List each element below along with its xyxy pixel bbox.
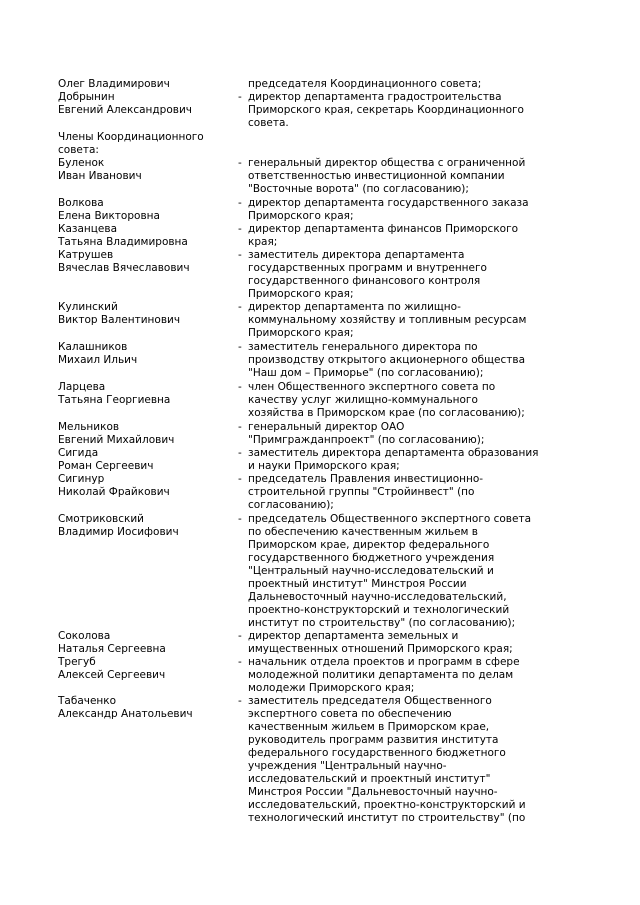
member-position-line: исследовательский, проектно-конструкторский и	[248, 799, 526, 811]
member-name-line: Табаченко	[58, 695, 117, 707]
member-position-line: государственного финансового контроля	[248, 275, 481, 287]
member-position	[248, 341, 548, 380]
member-position-line: хозяйства в Приморском крае (по согласованию);	[248, 407, 525, 419]
member-position-line: качественным жильем в Приморском крае,	[248, 721, 490, 733]
member-position-line: и науки Приморского края;	[248, 460, 400, 472]
member-name-line: Алексей Сергеевич	[58, 669, 166, 681]
member-position-line: производству открытого акционерного общества	[248, 354, 526, 366]
member-name	[58, 381, 238, 407]
heading-line: совета:	[58, 144, 99, 156]
member-name-line: Калашников	[58, 341, 128, 353]
member-name-line: Наталья Сергеевна	[58, 643, 166, 655]
member-position-line: учреждения "Центральный научно-	[248, 760, 447, 772]
member-position-line: технологический институт по строительству" (по	[248, 812, 526, 824]
member-name-line: Мельников	[58, 421, 120, 433]
member-position-line: строительной группы "Стройинвест" (по	[248, 486, 475, 498]
member-position-line: экспертного совета по обеспечению	[248, 708, 452, 720]
dash-separator: -	[238, 447, 242, 459]
dash-separator: -	[238, 223, 242, 235]
member-name-line: Николай Фрайкович	[58, 486, 170, 498]
member-position-line: Дальневосточный научно-исследовательский,	[248, 591, 507, 603]
member-position-line: председатель Общественного экспертного совета	[248, 513, 531, 525]
member-name-line: Олег Владимирович	[58, 78, 170, 90]
member-position-line: государственного бюджетного учреждения	[248, 552, 495, 564]
member-name	[58, 473, 238, 499]
member-position-line: молодежи Приморского края;	[248, 682, 415, 694]
member-position-line: Приморского края;	[248, 210, 354, 222]
member-position-line: заместитель директора департамента образования	[248, 447, 539, 459]
dash-separator: -	[238, 695, 242, 707]
member-name	[58, 223, 238, 249]
dash-separator: -	[238, 341, 242, 353]
member-name-line: Татьяна Владимировна	[58, 236, 188, 248]
member-name	[58, 91, 238, 117]
member-position-line: заместитель генерального директора по	[248, 341, 478, 353]
member-name	[58, 78, 238, 91]
member-position-line: государственных программ и внутреннего	[248, 262, 487, 274]
dash-separator: -	[238, 381, 242, 393]
member-position-line: директор департамента финансов Приморского	[248, 223, 519, 235]
dash-separator	[238, 78, 248, 91]
member-position-line: "Восточные ворота" (по согласованию);	[248, 183, 469, 195]
member-position	[248, 473, 548, 512]
member-position-line: институт по строительству" (по согласованию);	[248, 617, 516, 629]
member-position-line: ответственностью инвестиционной компании	[248, 170, 505, 182]
member-name-line: Михаил Ильич	[58, 354, 138, 366]
member-position	[248, 157, 548, 196]
dash-separator: -	[238, 157, 242, 169]
member-position-line: проектно-конструкторский и технологический	[248, 604, 510, 616]
member-position-line: "Примгражданпроект" (по согласованию);	[248, 434, 485, 446]
member-name-line: Владимир Иосифович	[58, 526, 179, 538]
member-name-line: Соколова	[58, 630, 111, 642]
member-name	[58, 341, 238, 367]
member-position-line: исследовательский и проектный институт"	[248, 773, 491, 785]
member-name-line: Татьяна Георгиевна	[58, 394, 171, 406]
heading-line: Члены Координационного	[58, 131, 204, 143]
member-position-line: руководитель программ развития института	[248, 734, 499, 746]
member-name-line: Вячеслав Вячеславович	[58, 262, 190, 274]
member-name	[58, 447, 238, 473]
dash-separator: -	[238, 421, 242, 433]
member-name-line: Смотриковский	[58, 513, 144, 525]
member-position-line: член Общественного экспертного совета по	[248, 381, 496, 393]
member-name	[58, 513, 238, 539]
member-position-line: имущественных отношений Приморского края;	[248, 643, 513, 655]
dash-separator: -	[238, 91, 242, 103]
dash-separator: -	[238, 301, 242, 313]
member-position-line: Приморского края;	[248, 327, 354, 339]
member-position	[248, 78, 548, 91]
member-position-line: коммунальному хозяйству и топливным ресурсам	[248, 314, 527, 326]
member-position-line: проектный институт" Минстроя России	[248, 578, 467, 590]
member-name	[58, 656, 238, 682]
member-position-line: согласованию);	[248, 499, 334, 511]
member-name-line: Кулинский	[58, 301, 118, 313]
member-position	[248, 656, 548, 695]
member-position-line: директор департамента градостроительства	[248, 91, 502, 103]
member-name-line: Трегуб	[58, 656, 96, 668]
member-name-line: Евгений Александрович	[58, 104, 192, 116]
dash-separator: -	[238, 473, 242, 485]
member-name-line: Катрушев	[58, 249, 114, 261]
dash-separator: -	[238, 249, 242, 261]
member-position-line: директор департамента по жилищно-	[248, 301, 461, 313]
member-name-line: Сигида	[58, 447, 99, 459]
member-position-line: генеральный директор общества с ограниченной	[248, 157, 526, 169]
member-name-line: Виктор Валентинович	[58, 314, 181, 326]
member-position	[248, 381, 548, 420]
member-position-line: по обеспечению качественным жильем в	[248, 526, 478, 538]
member-name	[58, 249, 238, 275]
member-name	[58, 197, 238, 223]
member-name	[58, 630, 238, 656]
member-name-line: Сигинур	[58, 473, 105, 485]
member-position-line: края;	[248, 236, 278, 248]
member-name-line: Волкова	[58, 197, 104, 209]
member-position-line: директор департамента земельных и	[248, 630, 459, 642]
member-position	[248, 301, 548, 340]
member-position-line: качеству услуг жилищно-коммунального	[248, 394, 478, 406]
member-position	[248, 513, 548, 630]
member-position-line: Приморском крае, директор федерального	[248, 539, 490, 551]
member-position-line: совета.	[248, 117, 289, 129]
member-position	[248, 223, 548, 249]
member-name-line: Елена Викторовна	[58, 210, 160, 222]
member-name	[58, 695, 238, 721]
member-position	[248, 421, 548, 447]
member-name	[58, 421, 238, 447]
member-position	[248, 91, 548, 130]
member-position-line: "Наш дом – Приморье" (по согласованию);	[248, 367, 484, 379]
member-position-line: заместитель председателя Общественного	[248, 695, 492, 707]
member-name	[58, 301, 238, 327]
council-members-heading	[58, 131, 204, 157]
member-position	[248, 197, 548, 223]
member-position-line: генеральный директор ОАО	[248, 421, 405, 433]
dash-separator: -	[238, 656, 242, 668]
member-name-line: Иван Иванович	[58, 170, 142, 182]
member-position-line: молодежной политики департамента по делам	[248, 669, 514, 681]
member-position	[248, 249, 548, 301]
member-name-line: Евгений Михайлович	[58, 434, 175, 446]
member-name-line: Ларцева	[58, 381, 106, 393]
dash-separator: -	[238, 513, 242, 525]
member-name-line: Добрынин	[58, 91, 115, 103]
member-name-line: Буленок	[58, 157, 105, 169]
member-position-line: "Центральный научно-исследовательский и	[248, 565, 494, 577]
member-position-line: Приморского края, секретарь Координационного	[248, 104, 524, 116]
member-position-line: Приморского края;	[248, 288, 354, 300]
member-position-line: начальник отдела проектов и программ в сфере	[248, 656, 520, 668]
member-position	[248, 695, 548, 825]
member-position-line: Минстроя России "Дальневосточный научно-	[248, 786, 498, 798]
member-name	[58, 157, 238, 183]
dash-separator: -	[238, 197, 242, 209]
member-name-line: Александр Анатольевич	[58, 708, 193, 720]
member-position	[248, 630, 548, 656]
member-position-line: заместитель директора департамента	[248, 249, 465, 261]
member-position-line: председатель Правления инвестиционно-	[248, 473, 484, 485]
member-position-line: председателя Координационного совета;	[248, 78, 482, 90]
member-position	[248, 447, 548, 473]
member-name-line: Казанцева	[58, 223, 118, 235]
member-name-line: Роман Сергеевич	[58, 460, 154, 472]
member-position-line: федерального государственного бюджетного	[248, 747, 506, 759]
dash-separator: -	[238, 630, 242, 642]
member-position-line: директор департамента государственного заказа	[248, 197, 529, 209]
